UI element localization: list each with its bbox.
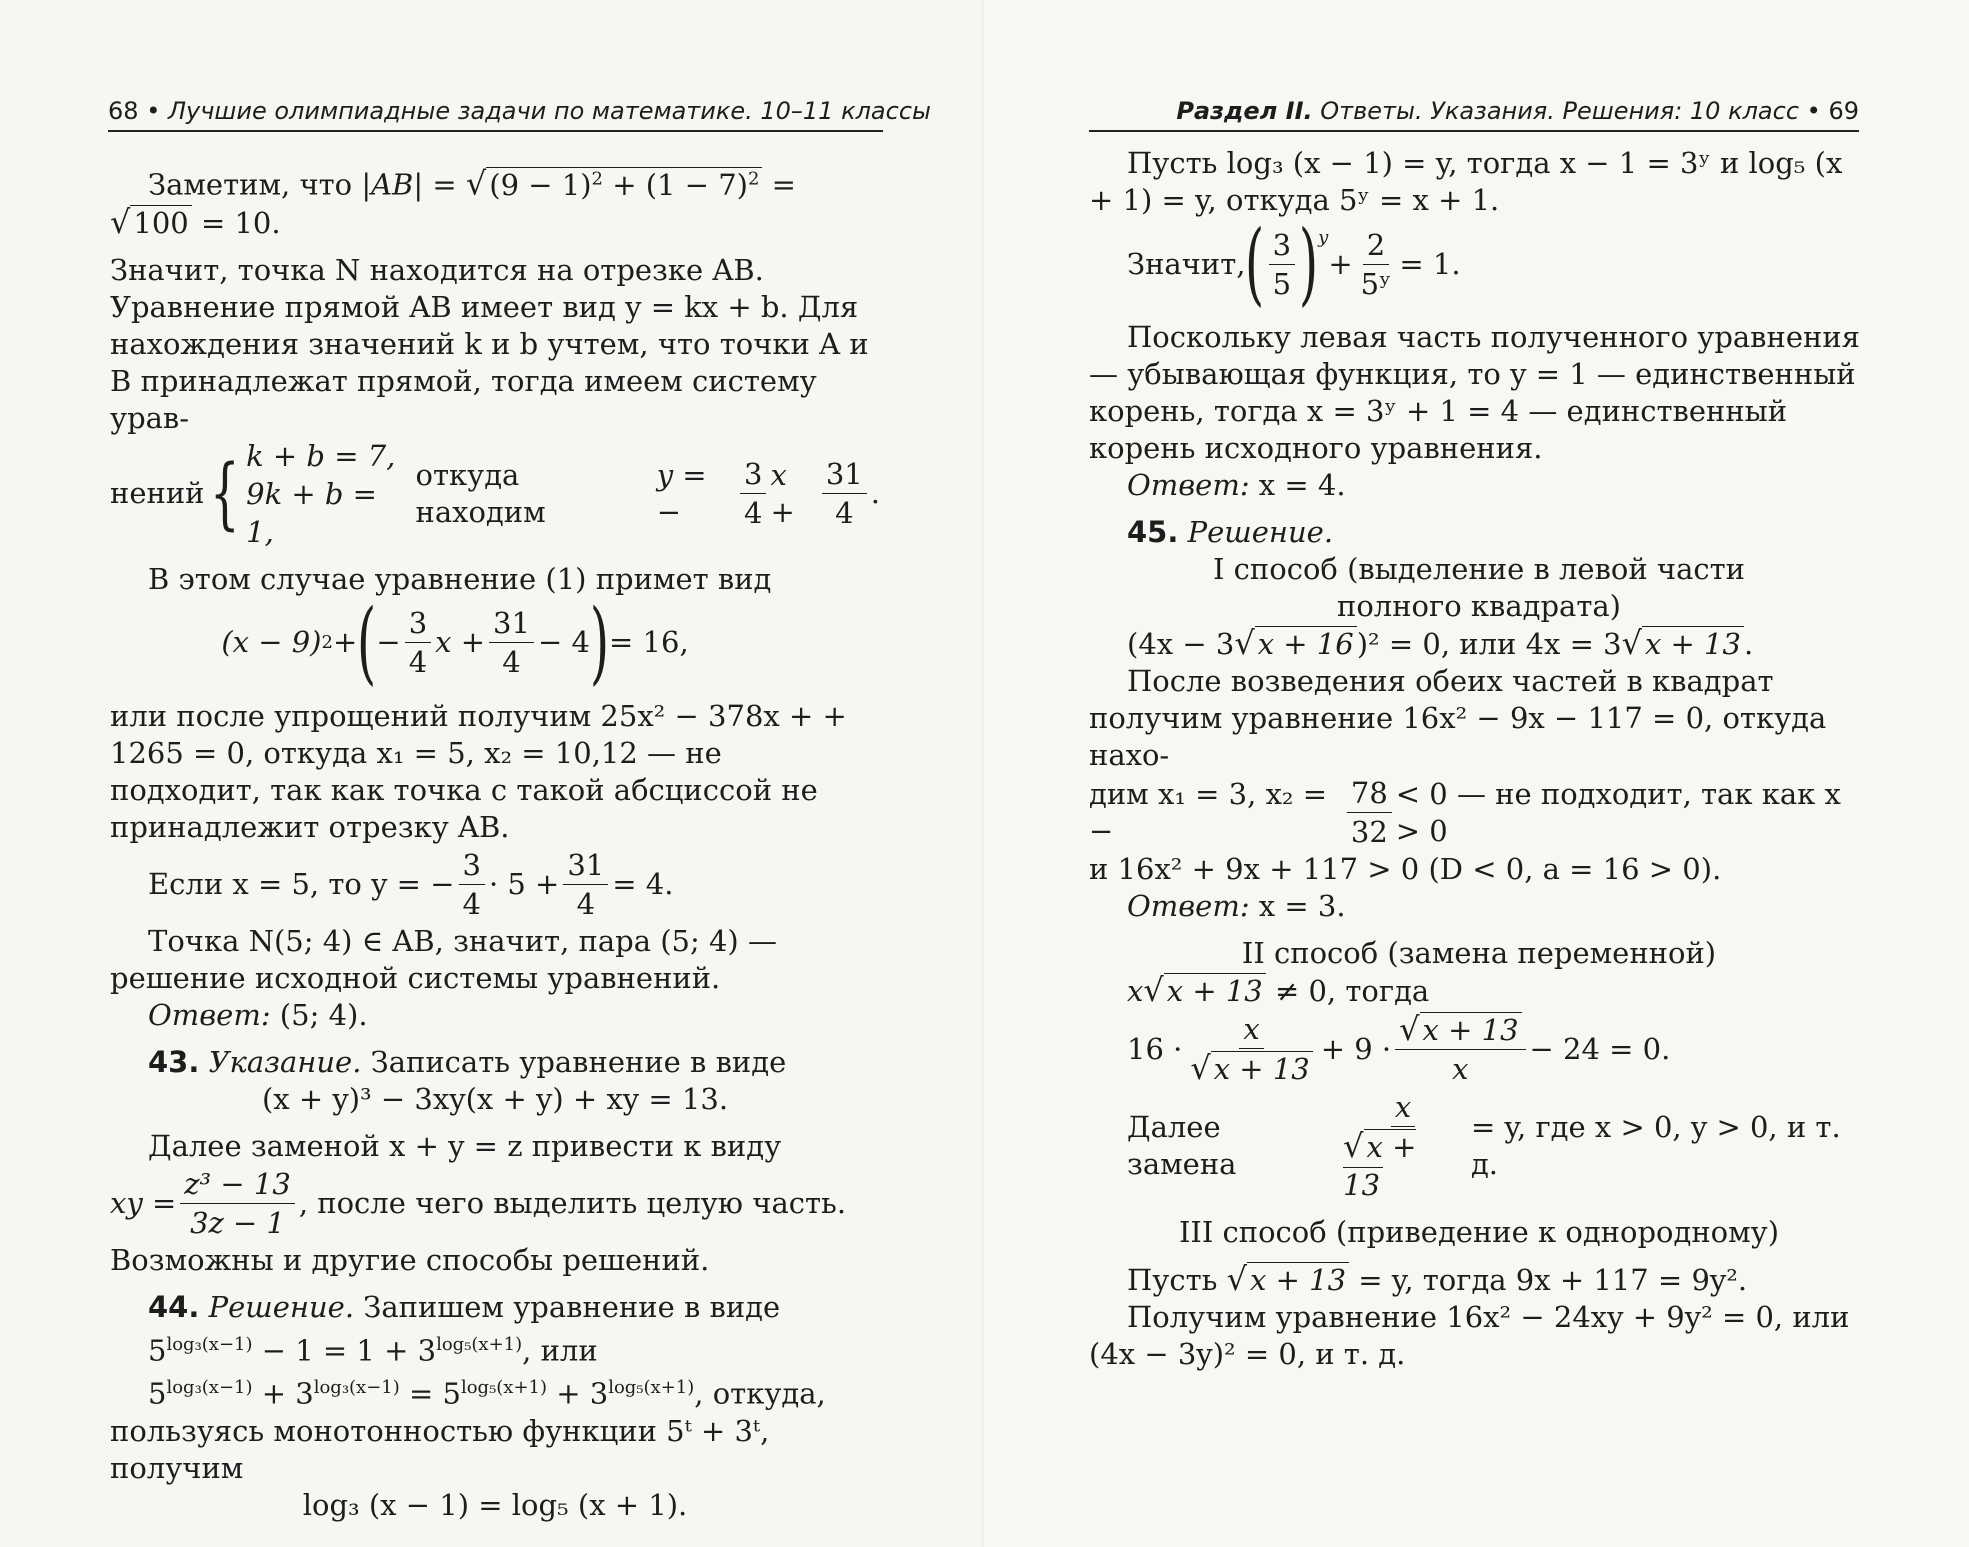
square-equation: (4x − 3√ x + 16 )² = 0, или 4x = 3√ x + 13 . xyxy=(1127,624,1754,662)
homogeneous-equation: Получим уравнение 16x² − 24xy + 9y² = 0, или (4x − 3y)² = 0, и т. д. xyxy=(1089,1300,1850,1371)
monotonicity-line: пользуясь монотонностью функции 5ᵗ + 3ᵗ, получим xyxy=(110,1413,770,1485)
problem-44-solution: 44. Решение. Запишем уравнение в виде xyxy=(148,1289,781,1324)
point-n-paragraph: Точка N(5; 4) ∈ AB, значит, пара (5; 4) — решение исходной системы уравнений. xyxy=(110,923,777,995)
exponential-equation-2: $5^{log_3(x-1)} + 3^{log_3(x-1)} = 5^{log_5(x+1)} + 3^{log_5(x+1)}$, откуда, xyxy=(148,1376,826,1411)
equation-43: (x + y)³ − 3xy(x + y) + xy = 13. xyxy=(261,1081,729,1116)
section-label: Раздел II. xyxy=(1176,97,1313,125)
other-methods-line: Возможны и другие способы решений. xyxy=(110,1242,710,1277)
squaring-paragraph: После возведения обеих частей в квадрат получим уравнение 16x² − 9x − 117 = 0, откуда нахо- xyxy=(1089,664,1827,772)
section-title: Ответы. Указания. Решения: 10 класс xyxy=(1312,97,1800,125)
method-2-heading: II способ (замена переменной) xyxy=(1241,936,1717,970)
nonzero-condition: x√ x + 13 ≠ 0, тогда xyxy=(1127,971,1430,1009)
right-running-header xyxy=(1089,92,1859,132)
method-1-heading: I способ (выделение в левой части xyxy=(1213,552,1745,586)
header-bullet: • xyxy=(146,97,161,125)
system-of-equations: нений { k + b = 7, 9k + b = 1, откуда находим y = − $\frac{3}{4}$ x + $\frac{31}{4}$ . xyxy=(110,438,880,549)
decreasing-function-paragraph: Поскольку левая часть полученного уравнения — убывающая функция, то y = 1 — единственный корень, тогда x = 3ʸ + 1 = 4 — единственный корень исходного уравнения. xyxy=(1089,320,1860,465)
y-value-equation: Если x = 5, то y = − $\frac{3}{4}$ · 5 + $\frac{31}{4}$ = 4. xyxy=(148,847,674,921)
left-page-number: 68 xyxy=(108,97,139,125)
answer-44: Ответ: x = 4. xyxy=(1127,468,1346,502)
log-substitution-paragraph: Пусть log₃ (x − 1) = y, тогда x − 1 = 3ʸ и log₅ (x + 1) = y, откуда 5ʸ = x + 1. xyxy=(1089,146,1843,217)
exponential-equation-1: $5^{log_3(x-1)} - 1 = 1 + 3^{log_5(x+1)}$, или xyxy=(148,1333,598,1368)
left-page xyxy=(0,0,984,1547)
answer-45: Ответ: x = 3. xyxy=(1127,889,1346,923)
discriminant-line: и 16x² + 9x + 117 > 0 (D < 0, a = 16 > 0). xyxy=(1089,852,1722,886)
line-equation-paragraph: Значит, точка N находится на отрезке AB. Уравнение прямой AB имеет вид y = kx + b. Для нахождения значений k и b учтем, что точки A и B принадлежат прямой, тогда имеем систему урав- xyxy=(110,252,869,435)
right-page-body xyxy=(1089,145,1869,1373)
book-title: Лучшие олимпиадные задачи по математике. 10–11 классы xyxy=(167,97,931,125)
homogeneous-substitution: Пусть √ x + 13 = y, тогда 9x + 117 = 9y². xyxy=(1127,1260,1748,1298)
roots-line: дим x₁ = 3, x₂ = − $\frac{78}{32}$ < 0 — не подходит, так как x > 0 xyxy=(1089,776,1841,849)
method-1-heading-cont: полного квадрата) xyxy=(1337,589,1621,623)
substituted-equation: (x − 9) 2 + ( − $\frac{3}{4}$ x + $\frac{31}{4}$ − 4 ) = 16, xyxy=(221,589,689,695)
left-page-body xyxy=(110,160,880,1524)
log-equation: log₃ (x − 1) = log₅ (x + 1). xyxy=(302,1487,688,1522)
replacement-line: Далее замена $\frac{x}{√ x + 13}$ = y, где x > 0, y > 0, и т. д. xyxy=(1127,1090,1841,1202)
answer-42: Ответ: (5; 4). xyxy=(148,997,368,1032)
problem-43-hint: 43. Указание. Записать уравнение в виде xyxy=(148,1044,787,1079)
paragraph-equation-1: В этом случае уравнение (1) примет вид xyxy=(148,561,772,596)
ratio-equation: 16 · $\frac{x}{√ x + 13}$ + 9 · $\frac{√ x + 13}{x}$ − 24 = 0. xyxy=(1127,1010,1671,1087)
left-running-header xyxy=(108,92,931,132)
header-bullet: • xyxy=(1806,97,1821,125)
method-3-heading: III способ (приведение к однородному) xyxy=(1178,1215,1780,1249)
right-page xyxy=(984,0,1969,1547)
xy-fraction-line: xy = $\frac{\text{z³ − 13}}{3z - 1}$ , после чего выделить целую часть. xyxy=(110,1166,847,1240)
fraction-power-equation: Значит, ( $\frac{3}{5}$ ) $^y$ + $\frac{2}{\text{5ʸ}}$ = 1. xyxy=(1127,211,1461,316)
substitution-paragraph: Далее заменой x + y = z привести к виду xyxy=(148,1128,782,1163)
right-page-number: 69 xyxy=(1828,97,1859,125)
problem-45-solution: 45. Решение. xyxy=(1127,515,1334,549)
simplification-paragraph: или после упрощений получим 25x² − 378x + + 1265 = 0, откуда x₁ = 5, x₂ = 10,12 — не подходит, так как точка с такой абсциссой не принадлежит отрезку AB. xyxy=(110,698,847,844)
ab-length-line: Заметим, что |AB| = √ $(9 - 1)^2 + (1 - 7)^2$ = √ 100 = 10. xyxy=(110,164,796,241)
